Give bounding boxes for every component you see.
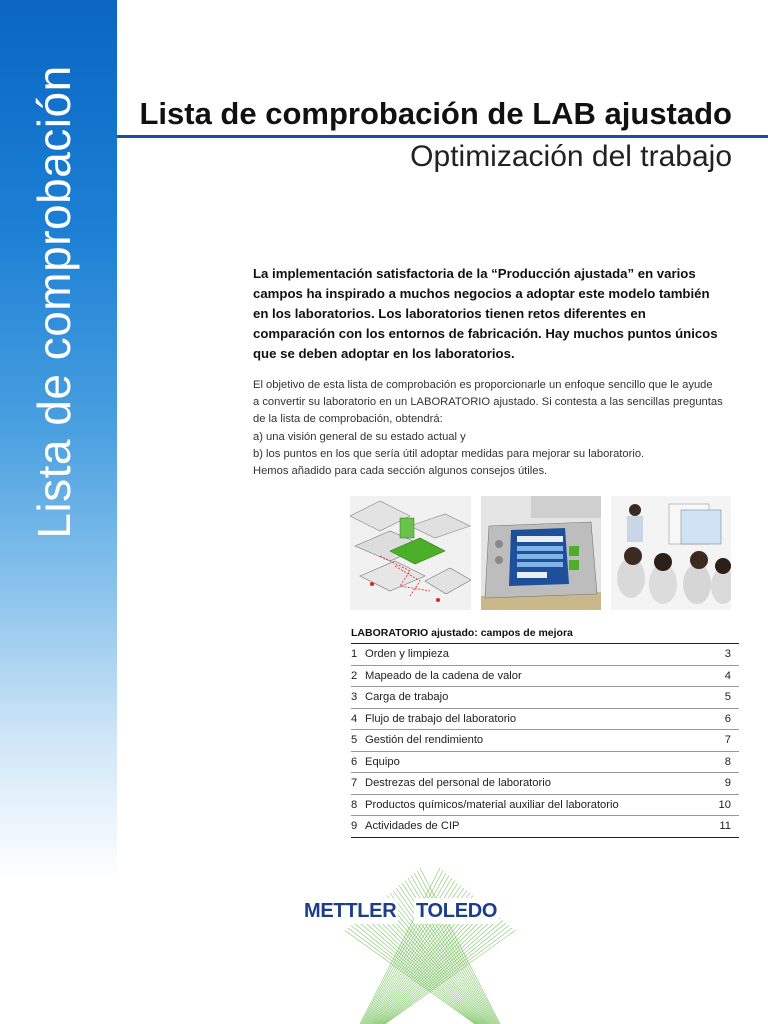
lab-floorplan-illustration [350, 496, 471, 610]
toc-number: 8 [351, 798, 358, 811]
page-subtitle: Optimización del trabajo [410, 140, 732, 173]
toc-page-number: 3 [724, 648, 731, 661]
balance-touchscreen-illustration [481, 496, 601, 610]
body-paragraph [253, 377, 733, 480]
title-divider [117, 135, 768, 138]
toc-heading: LABORATORIO ajustado: campos de mejora [351, 627, 573, 639]
toc-number: 3 [351, 691, 358, 704]
body-line: de la lista de comprobación, obtendrá: [253, 413, 443, 426]
presentation-meeting-illustration [611, 496, 731, 610]
logo-line [345, 931, 475, 1024]
toc-section [351, 627, 739, 838]
toc-label: Orden y limpieza [365, 648, 449, 661]
toc-page-number: 9 [724, 777, 731, 790]
toc-label: Gestión del rendimiento [365, 734, 484, 747]
toc-row[interactable] [351, 795, 739, 817]
toc-row[interactable] [351, 709, 739, 731]
toc-page-number: 10 [718, 798, 731, 811]
toc-page-number: 6 [724, 712, 731, 725]
toc-row[interactable] [351, 773, 739, 795]
toc-page-number: 11 [719, 820, 731, 833]
body-line: El objetivo de esta lista de comprobación es proporcionarle un enfoque sencillo que le ayude [253, 379, 713, 391]
toc-number: 2 [351, 669, 358, 682]
toc-row[interactable] [351, 644, 739, 666]
toc-label: Mapeado de la cadena de valor [365, 669, 522, 682]
logo-line [372, 908, 484, 1024]
body-line: b) los puntos en los que sería útil adoptar medidas para mejorar su laboratorio. [253, 447, 645, 460]
toc-number: 5 [351, 734, 358, 747]
body-line: Hemos añadido para cada sección algunos consejos útiles. [253, 465, 548, 478]
toc-number: 6 [351, 755, 358, 768]
meeting-image [611, 496, 731, 610]
toc-label: Destrezas del personal de laboratorio [365, 777, 551, 790]
logo-toledo: TOLEDO [416, 900, 498, 922]
toc-page-number: 7 [724, 734, 731, 747]
sidebar-gradient-band [0, 0, 117, 1024]
toc-label: Productos químicos/material auxiliar del laboratorio [365, 798, 619, 811]
toc-number: 7 [351, 777, 358, 790]
toc-label: Actividades de CIP [365, 820, 460, 833]
toc-label: Flujo de trabajo del laboratorio [365, 712, 517, 725]
toc-list [351, 643, 739, 838]
toc-number: 1 [351, 648, 358, 661]
toc-row[interactable] [351, 730, 739, 752]
balance-device-image [481, 496, 601, 610]
toc-page-number: 5 [724, 691, 731, 704]
toc-label: Carga de trabajo [365, 691, 449, 704]
page-title: Lista de comprobación de LAB ajustado [139, 96, 732, 131]
toc-row[interactable] [351, 666, 739, 688]
logo-line [385, 931, 515, 1024]
toc-row[interactable] [351, 816, 739, 838]
logo-line [376, 908, 488, 1024]
toc-page-number: 4 [724, 669, 731, 682]
toc-page-number: 8 [724, 755, 731, 768]
sidebar-vertical-title: Lista de comprobación [28, 65, 80, 539]
toc-row[interactable] [351, 687, 739, 709]
toc-row[interactable] [351, 752, 739, 774]
toc-number: 4 [351, 712, 358, 725]
body-line: a) una visión general de su estado actual y [253, 430, 466, 443]
logo-green-lines [330, 868, 530, 1024]
lab-layout-image [350, 496, 471, 610]
intro-paragraph: La implementación satisfactoria de la “Producción ajustada” en varios campos ha inspirado a muchos negocios a adoptar este modelo también en los laboratorios. Los laboratorios tienen retos diferentes en comparación con los entornos de fabricación. Hay muchos puntos únicos que se deben adoptar en los laboratorios. [253, 266, 718, 361]
toc-label: Equipo [365, 755, 400, 768]
toc-number: 9 [351, 820, 358, 833]
logo-mettler: METTLER [304, 900, 397, 922]
body-line: a convertir su laboratorio en un LABORATORIO ajustado. Si contesta a las sencillas preguntas [253, 396, 723, 409]
